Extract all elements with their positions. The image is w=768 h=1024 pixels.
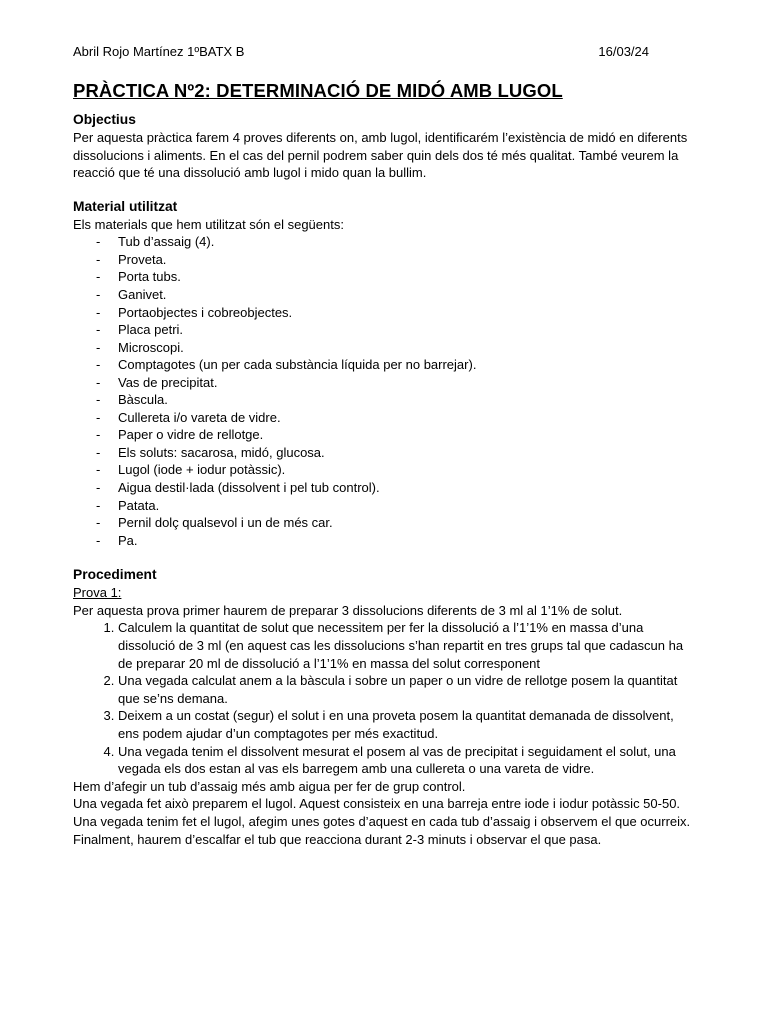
materials-heading: Material utilitzat xyxy=(73,198,178,214)
list-item: - Patata. xyxy=(73,497,695,515)
list-item: - Ganivet. xyxy=(73,286,695,304)
materials-section xyxy=(73,198,695,549)
list-item: - Aigua destil·lada (dissolvent i pel tub control). xyxy=(73,479,695,497)
step-item: 2. Una vegada calculat anem a la bàscula i sobre un paper o un vidre de rellotge posem la quantitat que se’ns demana. xyxy=(118,672,695,707)
list-item: - Microscopi. xyxy=(73,339,695,357)
list-item: - Tub d’assaig (4). xyxy=(73,233,695,251)
procedure-steps xyxy=(73,619,695,777)
procedure-heading: Procediment xyxy=(73,567,157,583)
list-item: - Lugol (iode + iodur potàssic). xyxy=(73,461,695,479)
list-item: - Paper o vidre de rellotge. xyxy=(73,426,695,444)
materials-intro: Els materials que hem utilitzat són el següents: xyxy=(73,216,344,232)
objectives-text: Per aquesta pràctica farem 4 proves diferents on, amb lugol, identificarém l’existència de midó en diferents dissolucions i aliments. En el cas del pernil podrem saber quin dels dos té més qualitat. També veurem la reacció que té una dissolució amb lugol i mido quan la bullim. xyxy=(73,130,688,181)
step-item: 4. Una vegada tenim el dissolvent mesurat el posem al vas de precipitat i seguidament el solut, una vegada els dos estan al vas els barregem amb una cullereta o una vareta de vidre. xyxy=(118,743,695,778)
list-item: - Bàscula. xyxy=(73,391,695,409)
author-line: Abril Rojo Martínez 1ºBATX B xyxy=(73,44,245,59)
step-item: 3. Deixem a un costat (segur) el solut i en una proveta posem la quantitat demanada de dissolvent, ens podem ajudar d’un comptagotes per més exactitud. xyxy=(118,707,695,742)
list-item: - Proveta. xyxy=(73,251,695,269)
list-item: - Els soluts: sacarosa, midó, glucosa. xyxy=(73,444,695,462)
objectives-section xyxy=(73,111,695,182)
list-item: - Portaobjectes i cobreobjectes. xyxy=(73,304,695,322)
procedure-paragraph: Finalment, haurem d’escalfar el tub que reacciona durant 2-3 minuts i observar el que pasa. xyxy=(73,831,602,847)
procedure-paragraph: Una vegada tenim fet el lugol, afegim unes gotes d’aquest en cada tub d’assaig i observem el que ocurreix. xyxy=(73,813,691,829)
step-item: 1. Calculem la quantitat de solut que necessitem per fer la dissolució a l’1’1% en massa d’una dissolució de 3 ml (en aquest cas les dissolucions s’han repartit en tres grups tal que cadascun ha de preparar 20 ml de dissolució a l’1’1% en massa del solut corresponent xyxy=(118,619,695,672)
objectives-heading: Objectius xyxy=(73,112,136,127)
list-item: - Pernil dolç qualsevol i un de més car. xyxy=(73,514,695,532)
procedure-intro: Per aquesta prova primer haurem de preparar 3 dissolucions diferents de 3 ml al 1’1% de solut. xyxy=(73,602,623,618)
list-item: - Porta tubs. xyxy=(73,268,695,286)
materials-list xyxy=(73,233,695,549)
list-item: - Comptagotes (un per cada substància líquida per no barrejar). xyxy=(73,356,695,374)
procedure-paragraph: Hem d’afegir un tub d’assaig més amb aigua per fer de grup control. xyxy=(73,778,466,794)
test-label: Prova 1: xyxy=(73,585,122,601)
list-item: - Vas de precipitat. xyxy=(73,374,695,392)
procedure-section xyxy=(73,566,695,848)
date: 16/03/24 xyxy=(598,44,649,59)
list-item: - Cullereta i/o vareta de vidre. xyxy=(73,409,695,427)
document-title: PRÀCTICA Nº2: DETERMINACIÓ DE MIDÓ AMB LUGOL xyxy=(73,80,563,101)
list-item: - Pa. xyxy=(73,532,695,550)
procedure-paragraph: Una vegada fet això preparem el lugol. Aquest consisteix en una barreja entre iode i iodur potàssic 50-50. xyxy=(73,796,681,812)
document-header xyxy=(73,43,649,61)
list-item: - Placa petri. xyxy=(73,321,695,339)
